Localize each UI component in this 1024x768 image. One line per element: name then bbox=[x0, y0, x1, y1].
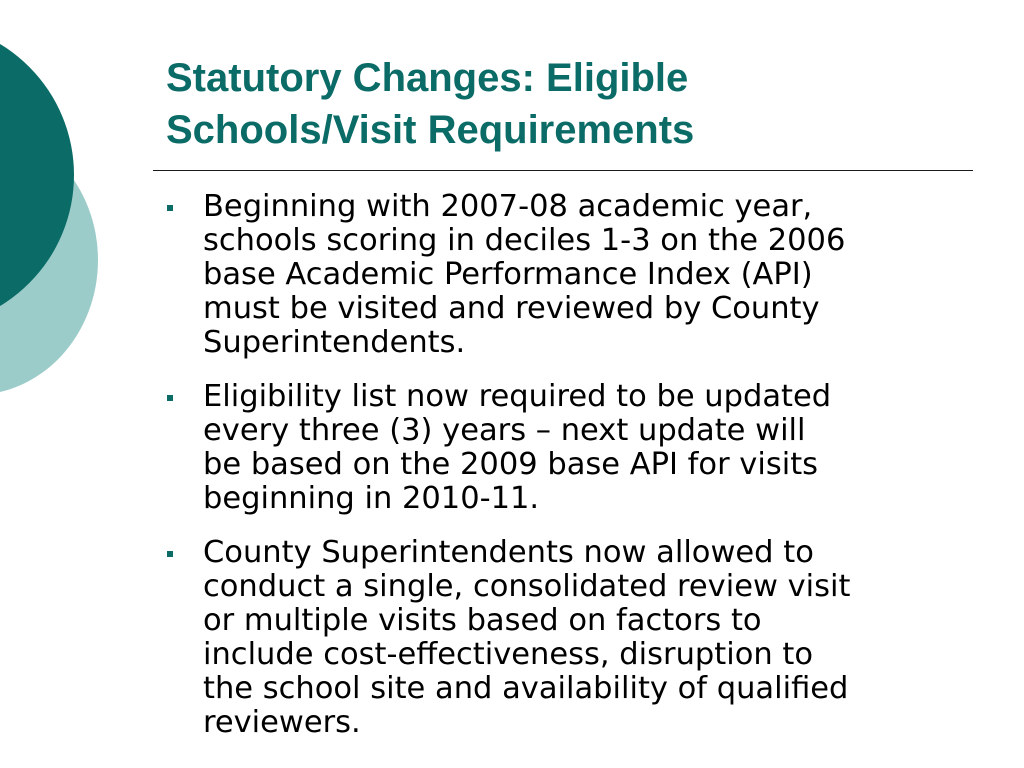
square-bullet-icon bbox=[167, 205, 173, 211]
title-divider bbox=[153, 170, 973, 171]
bullet-text: Eligibility list now required to be updated every three (3) years – next update will be based on the 2009 base API for visits beginning in 2010-11. bbox=[203, 379, 832, 516]
bullet-item bbox=[166, 380, 966, 516]
slide-title-line: Statutory Changes: Eligible bbox=[166, 56, 689, 100]
square-bullet-icon bbox=[167, 551, 173, 557]
slide-title-line: Schools/Visit Requirements bbox=[166, 108, 695, 152]
bullet-item bbox=[166, 190, 966, 360]
square-bullet-icon bbox=[167, 395, 173, 401]
bullet-text: Beginning with 2007-08 academic year, schools scoring in deciles 1-3 on the 2006 base Academic Performance Index (API) must be visited and reviewed by County Superintendents. bbox=[203, 189, 846, 360]
bullet-text: County Superintendents now allowed to conduct a single, consolidated review visit or multiple visits based on factors to include cost-effectiveness, disruption to the school site and availability of qualified reviewers. bbox=[203, 535, 851, 740]
bullet-item bbox=[166, 536, 966, 740]
bullet-list bbox=[166, 190, 966, 760]
slide-title bbox=[166, 52, 966, 156]
